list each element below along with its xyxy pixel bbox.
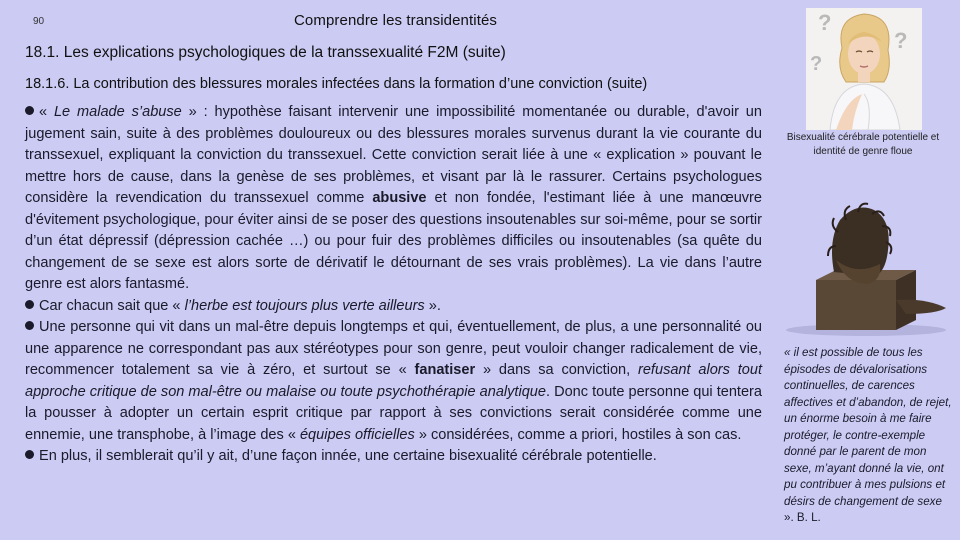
question-mark-icon: ? [818,10,832,35]
subsection-title: 18.1.6. La contribution des blessures morales infectées dans la formation d’une conviction (suite) [25,76,648,92]
paragraph-1: « Le malade s’abuse » : hypothèse faisant intervenir une impossibilité momentanée ou durable, d'avoir un jugement sain, suite à des problèmes douloureux ou des blessures morales survenus durant la vie courante du transsexuel, expliquant la conviction du transsexuel. Cette conviction serait liée à une « explication » pouvant le mettre hors de cause, dans la genèse de ses problèmes, et visant par là le rassurer. Certains psychologues considère la revendication du transsexuel comme abusive et non fondée, l'estimant liée à une manœuvre d'évitement psychologique, pour éviter ainsi de se poser des questions insoutenables sur soi-même, pour se sortir d’un état dépressif (dépression cachée …) ou pour fuir des problèmes difficiles ou insoutenables (sa quête du changement de se sexe est alors sorte de dérivatif le détournant de ses vrais problèmes). La vie dans l’autre genre est alors fantasmé. [25,104,762,292]
bullet-icon [25,450,34,459]
bullet-icon [25,106,34,115]
section-title: 18.1. Les explications psychologiques de la transsexualité F2M (suite) [25,44,506,61]
question-mark-icon: ? [810,53,823,75]
paragraph-2: Car chacun sait que « l’herbe est toujours plus verte ailleurs ». [25,296,762,318]
confused-woman-illustration [806,8,922,130]
testimony-quote: « il est possible de tous les épisodes de dévalorisations continuelles, de carences affectives et d’abandon, de rejet, un énorme besoin à me faire protéger, le contre-exemple donné par le parent de mon sexe, m’ayant donné la vie, ont pu contribuer à mes pulsions et désirs de changement de sexe ». B. L. [784,346,952,524]
body-text [25,102,762,468]
bullet-icon [25,321,34,330]
illustration-caption: Bisexualité cérébrale potentielle et identité de genre floue [786,132,940,157]
paragraph-3: Une personne qui vit dans un mal-être depuis longtemps et qui, éventuellement, de plus, a une personnalité ou une apparence ne correspondant pas aux stéréotypes pour son genre, peut vouloir changer radicalement de vie, recommencer totalement sa vie à zéro, et surtout se « fanatiser » dans sa conviction, refusant alors tout approche critique de son mal-être ou malaise ou toute psychothérapie analytique. Donc toute personne qui tentera la pousser à adopter un certain esprit critique par rapport à ses convictions serait considérée comme une ennemie, une transphobe, à l’image des « équipes officielles » considérées, comme a priori, hostiles à son cas. [25,319,762,443]
bullet-icon [25,300,34,309]
bronze-sculpture-image [776,180,956,340]
document-title: Comprendre les transidentités [294,12,497,29]
paragraph-4: En plus, il semblerait qu’il y ait, d’une façon innée, une certaine bisexualité cérébrale potentielle. [25,446,762,468]
question-mark-icon: ? [894,28,908,53]
page-number: 90 [33,16,45,27]
